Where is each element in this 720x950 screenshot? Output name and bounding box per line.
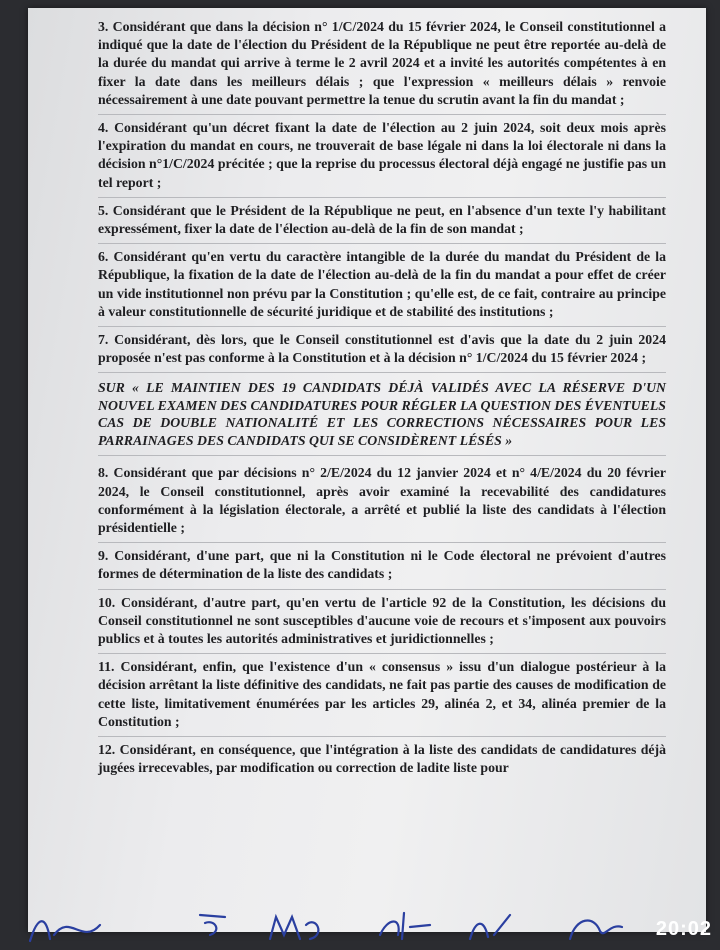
paragraph-5: 5. Considérant que le Président de la République ne peut, en l'absence d'un texte l'y habilitant expressément, fixer la date de l'élection au-delà de la fin de son mandat ; bbox=[98, 202, 666, 244]
section-heading: SUR « LE MAINTIEN DES 19 CANDIDATS DÉJÀ VALIDÉS AVEC LA RÉSERVE D'UN NOUVEL EXAMEN DES CANDIDATURES POUR RÉGLER LA QUESTION DES ÉVENTUELS CAS DE DOUBLE NATIONALITÉ ET LES CORRECTIONS NÉCESSAIRES POUR LES PARRAINAGES DES CANDIDATS QUI SE CONSIDÈRENT LÉSÉS » bbox=[98, 379, 666, 456]
paragraph-12: 12. Considérant, en conséquence, que l'intégration à la liste des candidats de candidatures déjà jugées irrecevables, par modification ou correction de ladite liste pour bbox=[98, 742, 666, 776]
document-page bbox=[28, 8, 706, 932]
paragraph-10: 10. Considérant, d'autre part, qu'en vertu de l'article 92 de la Constitution, les décisions du Conseil constitutionnel ne sont susceptibles d'aucune voie de recours et s'imposent aux pouvoirs publics et à toutes les autorités administratives et juridictionnelles ; bbox=[98, 594, 666, 655]
paragraph-7: 7. Considérant, dès lors, que le Conseil constitutionnel est d'avis que la date du 2 juin 2024 proposée n'est pas conforme à la Constitution et à la décision n° 1/C/2024 du 15 février 2024 ; bbox=[98, 331, 666, 373]
handwritten-signatures bbox=[10, 905, 650, 945]
paragraph-6: 6. Considérant qu'en vertu du caractère intangible de la durée du mandat du Président de la République, la fixation de la date de l'élection au-delà de la fin du mandat a pour effet de créer un vide institutionnel non prévu par la Constitution ; qu'elle est, de ce fait, contraire au principe à valeur constitutionnelle de sécurité juridique et de stabilité des institutions ; bbox=[98, 248, 666, 327]
paragraph-3: 3. Considérant que dans la décision n° 1/C/2024 du 15 février 2024, le Conseil constitutionnel a indiqué que la date de l'élection du Président de la République ne peut être reportée au-delà de la durée du mandat qui arrive à terme le 2 avril 2024 et a invité les autorités compétentes à en fixer la date dans les meilleurs délais ; que l'expression « meilleurs délais » renvoie nécessairement à une date pouvant permettre la tenue du scrutin avant la fin du mandat ; bbox=[98, 18, 666, 115]
paragraph-4: 4. Considérant qu'un décret fixant la date de l'élection au 2 juin 2024, soit deux mois après l'expiration du mandat en cours, ne trouverait de base légale ni dans la loi électorale ni dans la décision n°1/C/2024 précitée ; que la reprise du processus électoral déjà engagé ne justifie pas un tel report ; bbox=[98, 119, 666, 198]
paragraph-11: 11. Considérant, enfin, que l'existence d'un « consensus » issu d'un dialogue postérieur à la décision arrêtant la liste définitive des candidats, ne fait pas partie des causes de modification de cette liste, limitativement énumérées par les articles 29, alinéa 2, et 34, alinéa premier de la Constitution ; bbox=[98, 658, 666, 737]
document-body bbox=[98, 18, 666, 787]
paragraph-9: 9. Considérant, d'une part, que ni la Constitution ni le Code électoral ne prévoient d'autres formes de détermination de la liste des candidats ; bbox=[98, 547, 666, 589]
status-clock: 20:02 bbox=[655, 918, 712, 940]
paragraph-8: 8. Considérant que par décisions n° 2/E/2024 du 12 janvier 2024 et n° 4/E/2024 du 20 février 2024, le Conseil constitutionnel, après avoir examiné la recevabilité des candidatures conformément à la législation électorale, a arrêté et publié la liste des candidats à l'élection présidentielle ; bbox=[98, 464, 666, 543]
